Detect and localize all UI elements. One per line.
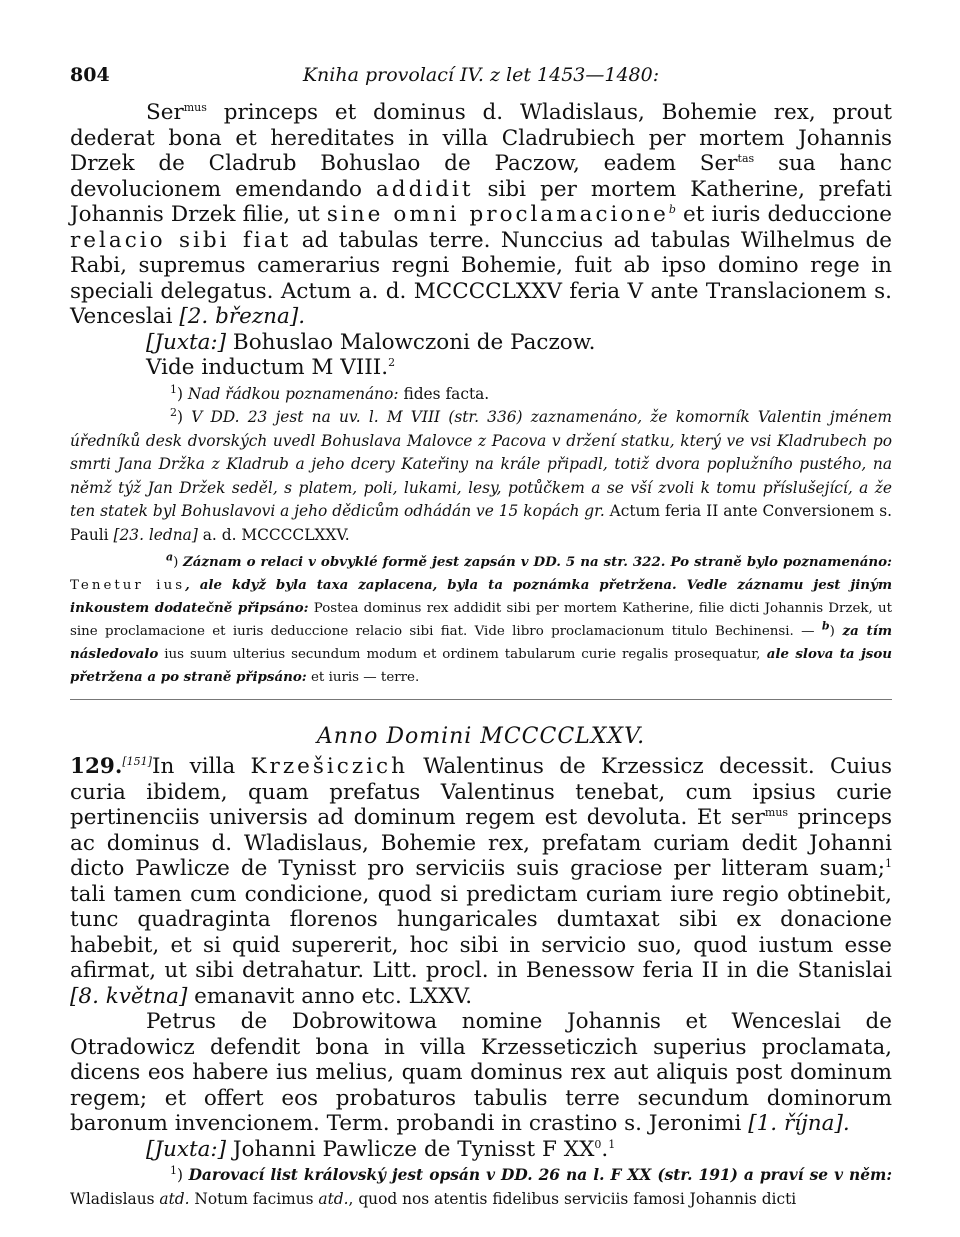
- text: Johanni Pawlicze de Tynisst F XX: [226, 1136, 595, 1162]
- divider: [70, 699, 892, 700]
- spaced-text: Tenetur ius: [70, 578, 186, 593]
- text: ius suum ulterius secundum modum et ordinem tabularum curie regalis prosequatur,: [158, 647, 761, 662]
- footnote-number: 1: [170, 382, 177, 396]
- text: princeps et dominus d. Wladislaus, Bohemie rex, prout dederat bona et hereditates in villa Cladrubiech per mortem Johannis Drzek de Cladrub Bohuslao de Paczow, eadem Ser: [70, 100, 892, 176]
- text: Darovací list královský jest opsán v DD. 26 na l. F XX (str. 191) a praví se v něm:: [188, 1166, 892, 1184]
- footnote-2: $^2$) V DD. 23 jest na uv. l. M VIII (str. 336) zaznamenáno, že komorník Valentin jménem úředníků desk dvorských uvedl Bohuslava Malovce z Pacova v držení statku, který ve vsi Kladrubech po smrti Jana Držka z Kladrub a jeho dcery Kateřiny na krále připadl, totiž dvora poplužního pustého, na němž týž Jan Držek seděl, s platem, poli, lukami, lesy, potůčkem a se vší zvoli k tomu příslušející, a že ten statek byl Bohuslavovi a jeho dědicům odhádán ve 15 kopách gr. Actum feria II ante Conversionem s. Pauli [23. ledna] a. d. MCCCCLXXV.: [70, 405, 893, 544]
- paragraph-petrus: [70, 1009, 892, 1137]
- text: , ale když byla taxa zaplacena, byla ta poznámka přetržena. Vedle záznamu jest jiným inkoustem dodatečně připsáno:: [70, 577, 892, 616]
- footnote-number: 2: [170, 405, 177, 419]
- footnote-marker: a: [166, 550, 174, 564]
- section-heading: Anno Domini MCCCCLXXV.: [316, 724, 646, 749]
- page: [70, 60, 892, 1211]
- text: sibi per mortem Katherine, prefati Johannis Drzek filie, ut: [70, 176, 892, 227]
- text: princeps ac dominus d. Wladislaus, Bohemie rex, prefatam curiam dedit Johanni dicto Pawlicze de Tynisst pro serviciis suis graciose per litteram suam;: [70, 805, 892, 881]
- text: Petrus de Dobrowitowa nomine Johannis et Wenceslai de Otradowicz defendit bona in villa Krzesseticzich superius proclamata, dicens eos habere ius melius, quam dominus rex aut aliquis post dominum regem; et offert eos probaturos tabulis terre secundum dominorum baronum invencionem. Term. probandi in crastino s. Jeronimi: [70, 1009, 892, 1136]
- text: et iuris deduccione: [675, 202, 893, 227]
- text: In villa: [151, 754, 251, 779]
- text: a. d. MCCCCLXXV.: [197, 525, 350, 544]
- text: Ser: [146, 100, 184, 125]
- text: Notum facimus: [189, 1189, 314, 1208]
- juxta-label: [Juxta:]: [146, 329, 227, 355]
- date-note: [8. května]: [70, 983, 188, 1009]
- footnote-marker: 2: [388, 355, 396, 369]
- text: Vide inductum M VIII.: [146, 355, 389, 380]
- spaced-text: addidit: [375, 176, 474, 202]
- text: ad tabulas terre. Nunccius ad tabulas Wilhelmus de Rabi, supremus camerarius regni Bohemie, fuit ab ipso domino rege in speciali delegatus. Actum a. d. MCCCCLXXV feria V ante Translacionem s. Venceslai: [70, 227, 892, 329]
- text: Záznam o relaci v obvyklé formě jest zapsán v DD. 5 na str. 322. Po straně bylo poznamenáno:: [182, 554, 892, 570]
- superscript: mus: [764, 805, 789, 819]
- footnote-marker: 1: [608, 1137, 616, 1151]
- text: Bohuslao Malowczoni de Paczow.: [226, 329, 596, 355]
- footnote-marker: b: [821, 619, 830, 633]
- text: et iuris — terre.: [306, 670, 420, 685]
- paragraph-intro: [70, 100, 892, 330]
- date-note: [23. ledna]: [113, 525, 198, 544]
- running-title: Kniha provolací IV. z let 1453—1480:: [302, 64, 660, 86]
- juxta-label: [Juxta:]: [146, 1136, 227, 1162]
- text: atd.: [154, 1189, 190, 1208]
- vide-line: [70, 355, 892, 381]
- running-header: [70, 60, 892, 100]
- text: , quod nos atentis fidelibus serviciis famosi Johannis dicti: [348, 1189, 797, 1208]
- footnote-1: $^1$) Nad řádkou poznamenáno: fides facta.: [170, 382, 490, 403]
- text: .: [601, 1136, 609, 1162]
- text: emanavit anno etc. LXXV.: [187, 983, 473, 1009]
- text: ale slova ta jsou přetržena a po straně připsáno:: [70, 646, 892, 685]
- spaced-text: sine omni proclamacione: [326, 202, 669, 227]
- text: Walentinus de Krzessicz decessit. Cuius curia ibidem, quam prefatus Valentinus tenebat, cum ipsius curie pertinenciis universis ad dominum regem est devoluta. Et ser: [70, 754, 892, 830]
- text: fides facta.: [398, 384, 490, 403]
- text: Actum feria II ante Conversionem s. Pauli: [70, 502, 893, 544]
- entry-number: 129.: [70, 754, 123, 779]
- spaced-text: relacio sibi fiat: [70, 227, 292, 253]
- superscript: 0: [594, 1137, 602, 1151]
- footnote-marker: 1: [885, 856, 892, 870]
- superscript: tas: [737, 151, 755, 165]
- superscript: mus: [183, 100, 207, 114]
- footnote-a-b: $^a$) Záznam o relaci v obvyklé formě jest zapsán v DD. 5 na str. 322. Po straně bylo poznamenáno: Tenetur ius, ale když byla taxa zaplacena, byla ta poznámka přetržena. Vedle záznamu jest jiným inkoustem dodatečně připsáno: Postea dominus rex addidit sibi per mortem Katherine, filie dicti Johannis Drzek, ut sine proclamacione et iuris deduccione relacio sibi fiat. Vide libro proclamacionum titulo Bechinensi. — $^b$) za tím následovalo ius suum ulterius secundum modum et ordinem tabularum curie regalis prosequatur, ale slova ta jsou přetržena a po straně připsáno: et iuris — terre.: [70, 550, 892, 685]
- text: Nad řádkou poznamenáno:: [187, 384, 399, 403]
- footnote-number: 1: [170, 1163, 177, 1177]
- date-note: [1. října].: [748, 1111, 850, 1136]
- folio-ref: [151]: [122, 754, 152, 768]
- juxta-line-2: [70, 1137, 892, 1163]
- spaced-text: Krzešiczich: [250, 754, 408, 779]
- text: Wladislaus: [70, 1189, 155, 1208]
- footnote-marker: b: [668, 202, 676, 216]
- text: V DD. 23 jest na uv. l. M VIII (str. 336) zaznamenáno, že komorník Valentin jménem úředníků desk dvorských uvedl Bohuslava Malovce z Pacova v držení statku, který ve vsi Kladrubech po smrti Jana Držka z Kladrub a jeho dcery Kateřiny na krále připadl, totiž dvora poplužního pustého, na němž týž Jan Držek seděl, s platem, poli, lukami, lesy, potůčkem a se vší zvoli k tomu příslušející, a že ten statek byl Bohuslavovi a jeho dědicům odhádán ve 15 kopách gr.: [70, 408, 892, 520]
- date-note: [2. března].: [179, 304, 306, 329]
- text: Postea dominus rex addidit sibi per mortem Katherine, filie dicti Johannis Drzek, ut sine proclamacione et iuris deduccione relacio sibi fiat. Vide libro proclamacionum titulo Bechinensi. —: [70, 601, 892, 639]
- paragraph-129: [70, 754, 892, 1009]
- text: sua hanc devolucionem emendando: [70, 151, 893, 202]
- text: atd.: [313, 1189, 349, 1208]
- page-number: 804: [70, 64, 110, 86]
- juxta-line: [70, 330, 892, 356]
- footnote-last: $^1$) Darovací list královský jest opsán v DD. 26 na l. F XX (str. 191) a praví se v něm: Wladislaus atd. Notum facimus atd., quod nos atentis fidelibus serviciis famosi Johannis dicti: [70, 1163, 892, 1208]
- text: za tím následovalo: [70, 623, 892, 662]
- text: tali tamen cum condicione, quod si predictam curiam iure regio obtinebit, tunc quadraginta florenos hungaricales dumtaxat sibi ex donacione habebit, et si quid supererit, hoc sibi in servicio suo, quod iustum esse afirmat, ut sibi detrahatur. Litt. procl. in Benessow feria II in die Stanislai: [70, 881, 892, 983]
